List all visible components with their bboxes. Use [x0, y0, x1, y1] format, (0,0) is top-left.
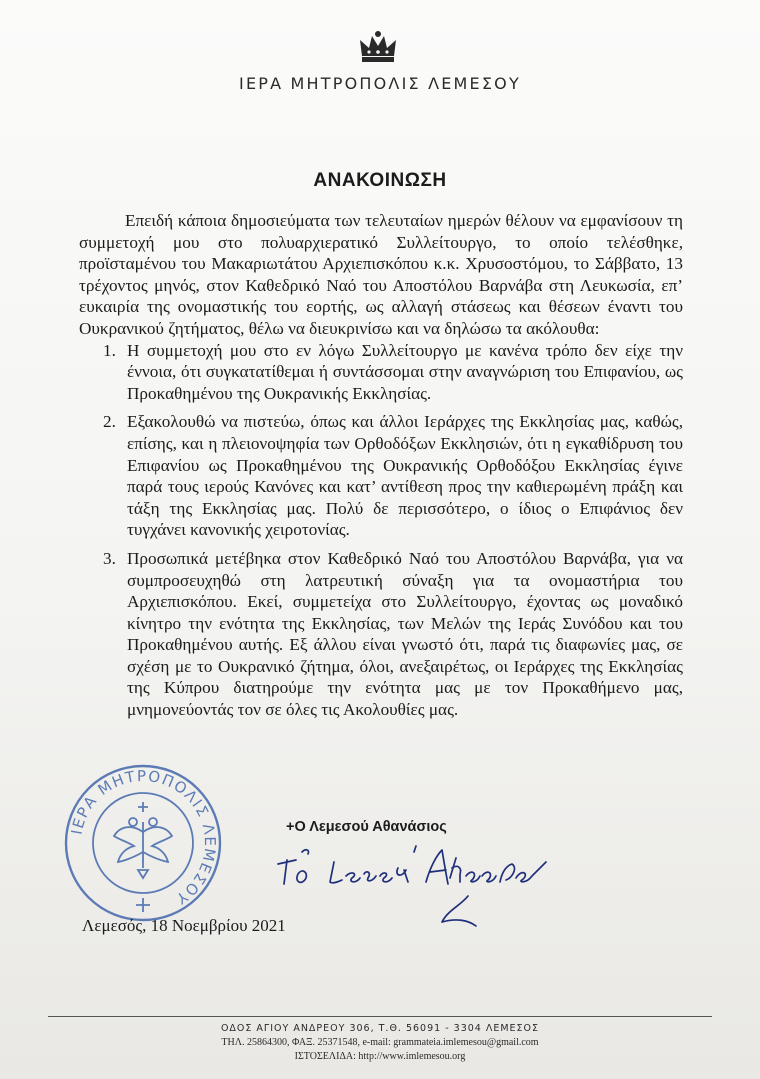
- footer-divider: [48, 1016, 712, 1017]
- point-number: 1.: [103, 340, 116, 360]
- footer-contact-line: [0, 1036, 760, 1050]
- svg-text:ΙΕΡΑ ΜΗΤΡΟΠΟΛΙΣ ΛΕΜΕΣΟΥ: ΙΕΡΑ ΜΗΤΡΟΠΟΛΙΣ ΛΕΜΕΣΟΥ: [67, 766, 220, 909]
- footer-phone: ΤΗΛ. 25864300,: [221, 1037, 290, 1048]
- footer-website-label: ΙΣΤΟΣΕΛΙΔΑ:: [294, 1051, 356, 1062]
- intro-paragraph: Επειδή κάποια δημοσιεύματα των τελευταίων ημερών θέλουν να εμφανίσουν τη συμμετοχή μου στο πολυαρχιερατικό Συλλείτουργο, το οποίο τελέσθηκε, προϊσταμένου του Μακαριωτάτου Αρχιεπισκόπου κ.κ. Χρυσοστόμου, το Σάββατο, 13 τρέχοντος μηνός, στον Καθεδρικό Ναό του Αποστόλου Βαρνάβα στη Λευκωσία, επ’ ευκαιρία της ονομαστικής του εορτής, ως αλλαγή στάσεως και θέσεων έναντι του Ουκρανικού ζητήματος, θέλω να διευκρινίσω και να δηλώσω τα ακόλουθα:: [79, 211, 683, 338]
- crown-icon: [358, 30, 398, 64]
- footer: [0, 1022, 760, 1064]
- point-text: Προσωπικά μετέβηκα στον Καθεδρικό Ναό του Αποστόλου Βαρνάβα, για να συμπροσευχηθώ στη λατρευτική σύναξη για τα ονομαστήρια του Αρχιεπισκόπου. Εκεί, συμμετείχα στο Συλλείτουργο, έχοντας ως μοναδικό κίνητρο την ενότητα της Εκκλησίας, των Μελών της Ιεράς Συνόδου και του Προκαθημένου αυτής. Εξ άλλου είναι γνωστό ότι, παρά τις διαφωνίες μας, σε σχέση με το Ουκρανικό ζήτημα, όλοι, ανεξαιρέτως, οι Ιεράρχες της Εκκλησίας της Κύπρου διατηρούμε την ενότητα μας με τον Προκαθήμενο μας, μνημονεύοντάς τον σε όλες τις Ακολουθίες μας.: [127, 548, 683, 720]
- document-heading: ΑΝΑΚΟΙΝΩΣΗ: [313, 170, 447, 191]
- official-stamp: [62, 762, 224, 924]
- point-item: [79, 340, 683, 405]
- footer-address: ΟΔΟΣ ΑΓΙΟΥ ΑΝΔΡΕΟΥ 306, Τ.Θ. 56091 - 3304 ΛΕΜΕΣΟΣ: [220, 1023, 540, 1034]
- point-number: 2.: [103, 412, 116, 432]
- point-item: [79, 411, 683, 541]
- signer-name: +Ο Λεμεσού Αθανάσιος: [286, 819, 447, 835]
- points-list: [79, 340, 683, 721]
- double-eagle-emblem: [114, 818, 172, 878]
- point-text: Η συμμετοχή μου στο εν λόγω Συλλείτουργο με κανένα τρόπο δεν είχε την έννοια, ότι συγκατατίθεμαι ή συντάσσομαι στην αναγνώριση του Επιφανίου, ως Προκαθημένου της Ουκρανικής Εκκλησίας.: [127, 340, 683, 403]
- footer-fax: ΦΑΞ. 25371548,: [292, 1037, 360, 1048]
- point-text: Εξακολουθώ να πιστεύω, όπως και άλλοι Ιεράρχες της Εκκλησίας μας, καθώς, επίσης, και η πλειονοψηφία των Ορθοδόξων Εκκλησιών, ότι η εγκαθίδρυση του Επιφανίου ως Προκαθημένου της Ουκρανικής Ορθοδόξου Εκκλησίας έγινε παρά τους ιερούς Κανόνες και κατ’ αντίθεση προς την καθιερωμένη πράξη και τάξη της Εκκλησίας μας. Πολύ δε περισσότερο, ο ίδιος ο Επιφάνιος δεν τυγχάνει κανονικής χειροτονίας.: [127, 412, 683, 540]
- letterhead-org-name: ΙΕΡΑ ΜΗΤΡΟΠΟΛΙΣ ΛΕΜΕΣΟΥ: [239, 74, 521, 93]
- footer-website: http://www.imlemesou.org: [358, 1051, 466, 1062]
- footer-website-line: [0, 1050, 760, 1064]
- footer-email: e-mail: grammateia.imlemesou@gmail.com: [362, 1037, 539, 1048]
- handwritten-signature: [272, 838, 572, 938]
- point-item: [79, 548, 683, 721]
- point-number: 3.: [103, 548, 116, 568]
- date-line: Λεμεσός, 18 Νοεμβρίου 2021: [82, 916, 286, 935]
- document-body: [79, 210, 683, 721]
